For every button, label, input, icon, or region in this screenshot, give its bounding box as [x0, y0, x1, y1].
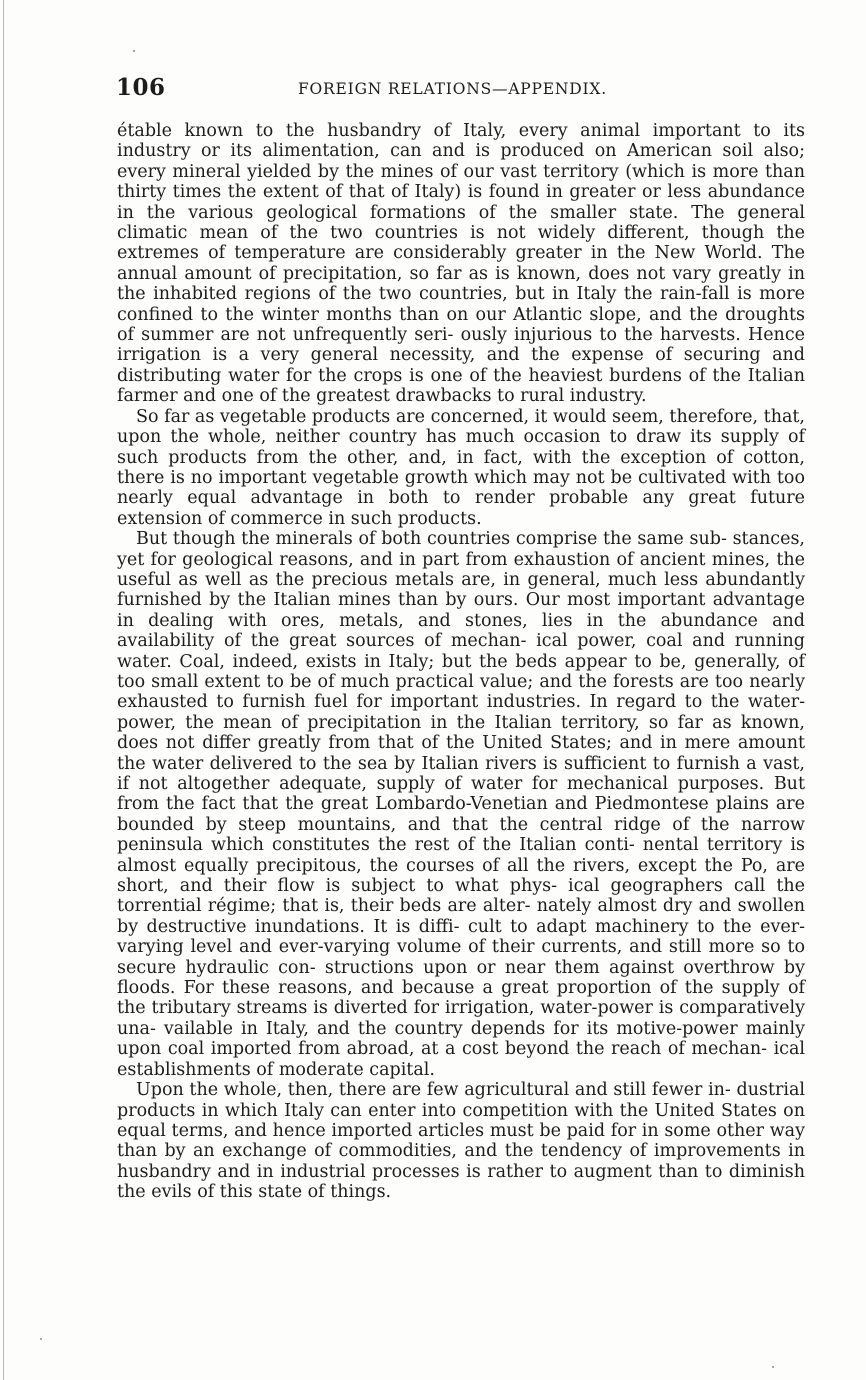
scan-speck — [133, 50, 135, 52]
body-text — [117, 121, 805, 1203]
paragraph-1: étable known to the husbandry of Italy, every animal important to its industry or its alimentation, can and is produced on American soil also; every mineral yielded by the mines of our vast territory (which is more than thirty times the extent of that of Italy) is found in greater or less abundance in the various geological formations of the smaller state. The general climatic mean of the two countries is not widely different, though the extremes of temperature are considerably greater in the New World. The annual amount of precipitation, so far as is known, does not vary greatly in the inhabited regions of the two countries, but in Italy the rain-fall is more confined to the winter months than on our Atlantic slope, and the droughts of summer are not unfrequently seri- ously injurious to the harvests. Hence irrigation is a very general necessity, and the expense of securing and distributing water for the crops is one of the heaviest burdens of the Italian farmer and one of the greatest drawbacks to rural industry. — [117, 121, 805, 407]
paragraph-3: But though the minerals of both countries comprise the same sub- stances, yet for geological reasons, and in part from exhaustion of ancient mines, the useful as well as the precious metals are, in general, much less abundantly furnished by the Italian mines than by ours. Our most important advantage in dealing with ores, metals, and stones, lies in the abundance and availability of the great sources of mechan- ical power, coal and running water. Coal, indeed, exists in Italy; but the beds appear to be, generally, of too small extent to be of much practical value; and the forests are too nearly exhausted to furnish fuel for important industries. In regard to the water-power, the mean of precipitation in the Italian territory, so far as known, does not differ greatly from that of the United States; and in mere amount the water delivered to the sea by Italian rivers is sufficient to furnish a vast, if not altogether adequate, supply of water for mechanical purposes. But from the fact that the great Lombardo-Venetian and Piedmontese plains are bounded by steep mountains, and that the central ridge of the narrow peninsula which constitutes the rest of the Italian conti- nental territory is almost equally precipitous, the courses of all the rivers, except the Po, are short, and their flow is subject to what phys- ical geographers call the torrential régime; that is, their beds are alter- nately almost dry and swollen by destructive inundations. It is diffi- cult to adapt machinery to the ever-varying level and ever-varying volume of their currents, and still more so to secure hydraulic con- structions upon or near them against overthrow by floods. For these reasons, and because a great proportion of the supply of the tributary streams is diverted for irrigation, water-power is comparatively una- vailable in Italy, and the country depends for its motive-power mainly upon coal imported from abroad, at a cost beyond the reach of mechan- ical establishments of moderate capital. — [117, 529, 805, 1080]
scan-speck — [772, 1366, 774, 1368]
scan-speck — [40, 1338, 42, 1340]
page-edge-line — [3, 0, 4, 1380]
page-number: 106 — [116, 74, 166, 101]
page-header — [116, 74, 808, 102]
paragraph-2: So far as vegetable products are concerned, it would seem, therefore, that, upon the whole, neither country has much occasion to draw its supply of such products from the other, and, in fact, with the exception of cotton, there is no important vegetable growth which may not be cultivated with too nearly equal advantage in both to render probable any great future extension of commerce in such products. — [117, 406, 805, 529]
paragraph-4: Upon the whole, then, there are few agricultural and still fewer in- dustrial products in which Italy can enter into competition with the United States on equal terms, and hence imported articles must be paid for in some other way than by an exchange of commodities, and the tendency of improvements in husbandry and in industrial processes is rather to augment than to diminish the evils of this state of things. — [117, 1080, 805, 1203]
running-head: FOREIGN RELATIONS—APPENDIX. — [298, 80, 607, 98]
